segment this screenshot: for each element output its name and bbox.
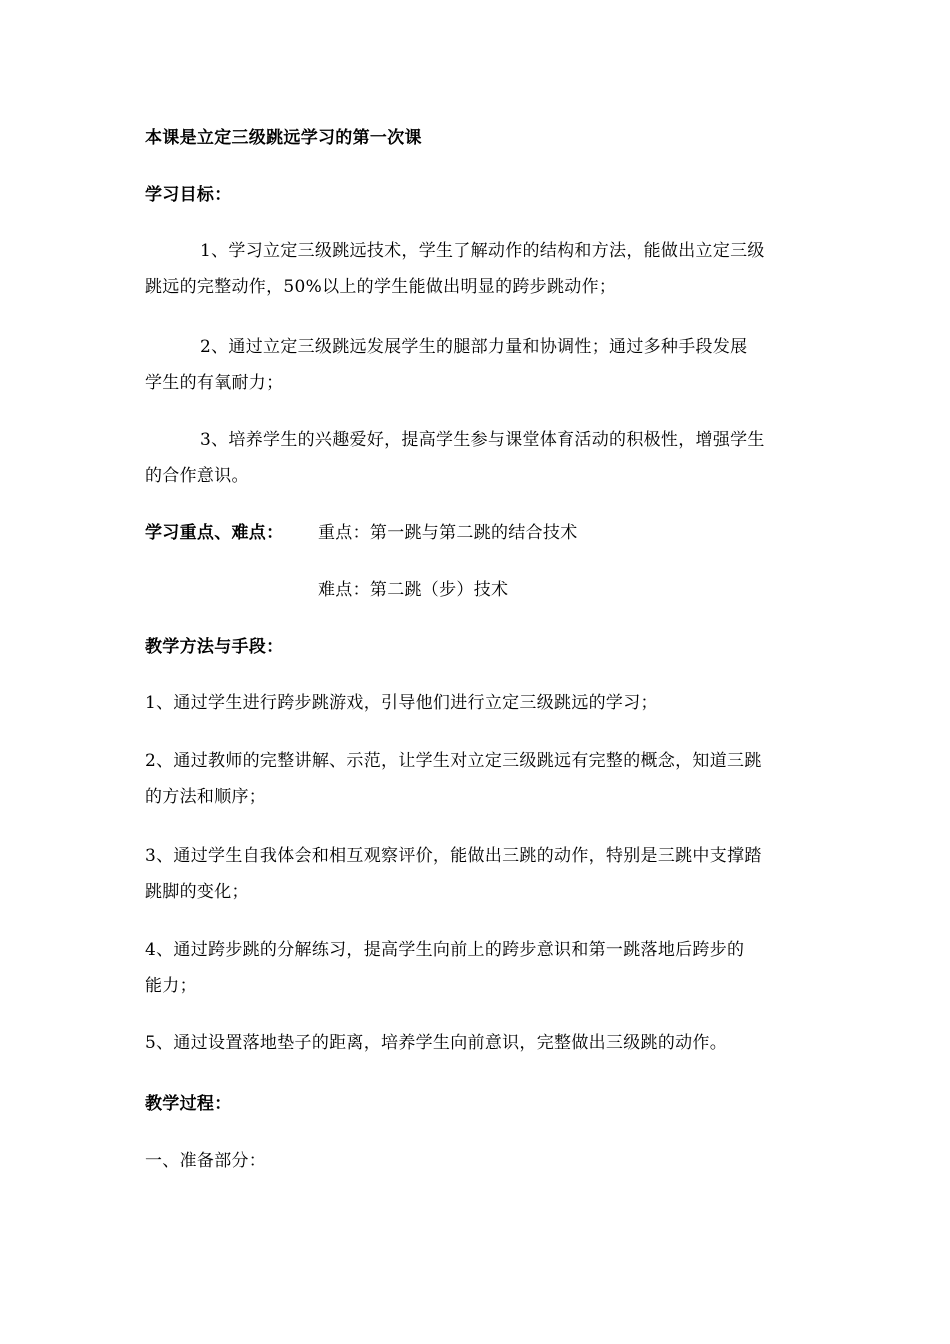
method-5-line-1: 5、通过设置落地垫子的距离，培养学生向前意识，完整做出三级跳的动作。 xyxy=(145,1033,728,1053)
method-4-line-2: 能力； xyxy=(145,976,197,996)
method-2-line-2: 的方法和顺序； xyxy=(145,787,267,807)
method-2-line-1: 2、通过教师的完整讲解、示范，让学生对立定三级跳远有完整的概念，知道三跳 xyxy=(145,751,762,771)
process-part-1: 一、准备部分： xyxy=(145,1151,267,1171)
objective-2-line-2: 学生的有氧耐力； xyxy=(145,373,284,393)
key-points-heading: 学习重点、难点： xyxy=(145,523,284,543)
objective-3-line-1: 3、培养学生的兴趣爱好，提高学生参与课堂体育活动的积极性，增强学生 xyxy=(200,430,765,450)
objective-1-line-1: 1、学习立定三级跳远技术，学生了解动作的结构和方法，能做出立定三级 xyxy=(200,241,765,261)
process-heading: 教学过程： xyxy=(145,1094,232,1114)
objective-3-line-2: 的合作意识。 xyxy=(145,466,249,486)
objective-1-line-2: 跳远的完整动作，50%以上的学生能做出明显的跨步跳动作； xyxy=(145,277,617,297)
lesson-title: 本课是立定三级跳远学习的第一次课 xyxy=(145,128,422,148)
key-point: 重点：第一跳与第二跳的结合技术 xyxy=(318,523,578,543)
method-4-line-1: 4、通过跨步跳的分解练习，提高学生向前上的跨步意识和第一跳落地后跨步的 xyxy=(145,940,745,960)
methods-heading: 教学方法与手段： xyxy=(145,637,284,657)
method-3-line-2: 跳脚的变化； xyxy=(145,882,249,902)
method-3-line-1: 3、通过学生自我体会和相互观察评价，能做出三跳的动作，特别是三跳中支撑踏 xyxy=(145,846,762,866)
method-1-line-1: 1、通过学生进行跨步跳游戏，引导他们进行立定三级跳远的学习； xyxy=(145,693,658,713)
objectives-heading: 学习目标： xyxy=(145,185,232,205)
difficult-point: 难点：第二跳（步）技术 xyxy=(318,580,509,600)
objective-2-line-1: 2、通过立定三级跳远发展学生的腿部力量和协调性；通过多种手段发展 xyxy=(200,337,748,357)
